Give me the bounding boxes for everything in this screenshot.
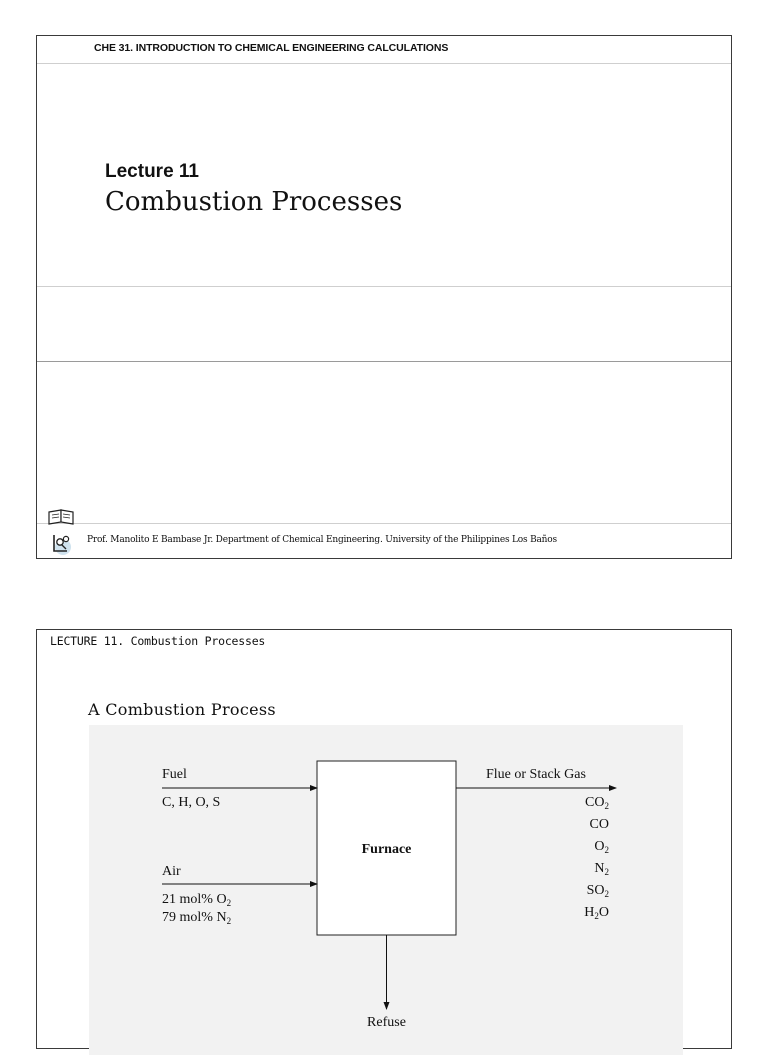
flue-component: $CO_2$ <box>585 795 609 811</box>
content-slide <box>36 629 732 1049</box>
course-title: CHE 31. INTRODUCTION TO CHEMICAL ENGINEERING CALCULATIONS <box>94 42 449 54</box>
divider-middle <box>37 361 731 362</box>
footer-credit: Prof. Manolito E Bambase Jr. Department of Chemical Engineering. University of the Philippines Los Baños <box>87 535 557 545</box>
flue-component: $N_2$ <box>594 861 609 877</box>
furnace-label: Furnace <box>361 842 412 857</box>
divider-footer <box>37 523 731 524</box>
refuse-label: Refuse <box>367 1015 406 1030</box>
combustion-diagram <box>89 725 683 1055</box>
slide-subtitle: A Combustion Process <box>88 700 276 719</box>
book-icon <box>47 507 77 555</box>
flue-component: CO <box>589 817 609 832</box>
footer-icons <box>47 507 77 555</box>
air-label: Air <box>162 864 181 879</box>
process-flow-svg <box>89 725 683 1055</box>
flue-label: Flue or Stack Gas <box>486 767 586 782</box>
air-n2: 79 mol% $N_2$ <box>162 910 232 926</box>
flue-component: $SO_2$ <box>586 883 609 899</box>
fuel-composition: C, H, O, S <box>162 795 221 810</box>
air-o2: 21 mol% $O_2$ <box>162 892 232 908</box>
flue-components <box>584 795 609 921</box>
lecture-number: Lecture 11 <box>105 161 199 182</box>
title-slide <box>36 35 732 559</box>
divider-top <box>37 286 731 287</box>
flue-component: $H_2O$ <box>584 905 609 921</box>
slide-header <box>37 36 731 64</box>
fuel-label: Fuel <box>162 767 187 782</box>
lecture-title: Combustion Processes <box>105 187 403 217</box>
flue-component: $O_2$ <box>594 839 609 855</box>
slide-header: LECTURE 11. Combustion Processes <box>50 634 266 648</box>
